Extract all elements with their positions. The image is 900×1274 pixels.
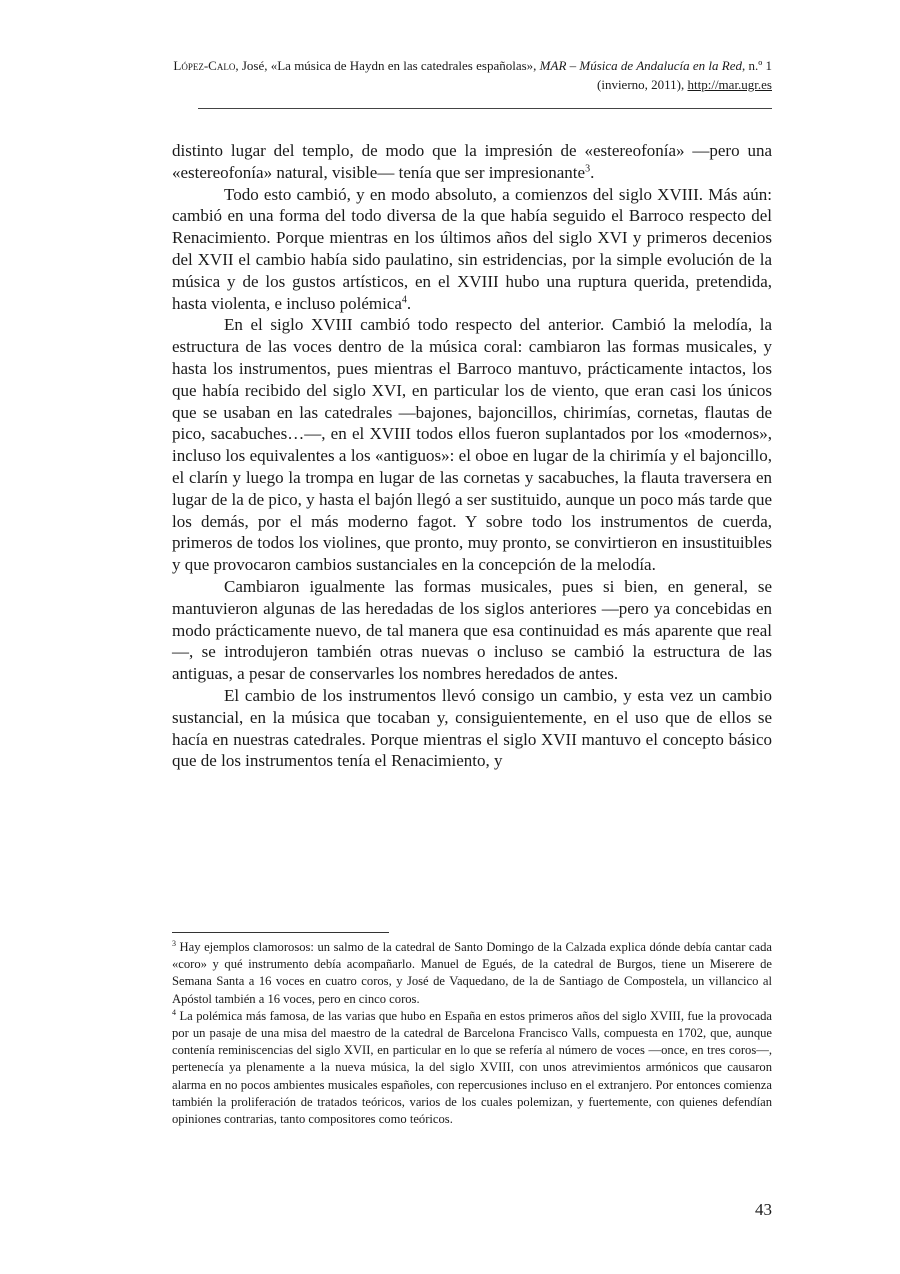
footnote-divider: [172, 932, 389, 933]
header-journal: MAR – Música de Andalucía en la Red: [539, 58, 742, 73]
footnote-3-number: 3: [172, 938, 176, 948]
footnote-3: $^3$ Hay ejemplos clamorosos: un salmo de la catedral de Santo Domingo de la Calzada explica dónde debía cantar cada «coro» y qué instrumento debía acompañarlo. Manuel de Egués, de la catedral de Burgos, tiene un Miserere de Semana Santa a 16 voces en cuatro coros, y José de Vaquedano, de la de Santiago de Compostela, un villancico al Apóstol también a 16 voces, pero en cinco coros.: [172, 938, 772, 1006]
paragraph-1: distinto lugar del templo, de modo que la impresión de «estereofonía» —pero una «estereofonía» natural, visible— tenía que ser impresionante$^3$.: [172, 141, 772, 182]
running-header: [172, 56, 772, 94]
paragraph-2: Todo esto cambió, y en modo absoluto, a comienzos del siglo XVIII. Más aún: cambió en una forma del todo diversa de la que había seguido el Barroco respecto del Renacimiento. Porque mientras en los últimos años del siglo XVI y primeros decenios del XVII el cambio había sido paulatino, sin estridencias, por la simple evolución de la música y de los gustos artísticos, en el XVIII hubo una ruptura querida, pretendida, hasta violenta, e incluso polémica$^4$.: [172, 184, 772, 313]
header-issue: , n.º 1 (invierno, 2011),: [597, 58, 772, 92]
footnotes: [172, 939, 772, 1128]
footnote-4: $^4$ La polémica más famosa, de las varias que hubo en España en estos primeros años del siglo XVIII, fue la provocada por un pasaje de una misa del maestro de la catedral de Barcelona Francisco Valls, compuesta en 1702, que, aunque contenía reminiscencias del siglo XVII, en particular en lo que se refería al número de voces —once, en tres coros—, pertenecía ya plenamente a la nueva música, la del siglo XVIII, con unos atrevimientos armónicos que causaron alarma en no pocos ambientes musicales españoles, con repercusiones incluso en el extranjero. Por entonces comienza también la proliferación de tratados teóricos, varios de los cuales polemizan, y fuertemente, con quienes defendían opiniones contrarias, tanto compositores como teóricos.: [172, 1007, 772, 1127]
paragraph-5: El cambio de los instrumentos llevó consigo un cambio, y esta vez un cambio sustancial, en la música que tocaban y, consiguientemente, en el uso que de ellos se hacía en nuestras catedrales. Porque mientras el siglo XVII mantuvo el concepto básico que de los instrumentos tenía el Renacimiento, y: [172, 685, 772, 771]
paragraph-4: Cambiaron igualmente las formas musicales, pues si bien, en general, se mantuvieron algunas de las heredadas de los siglos anteriores —pero ya concebidas en modo prácticamente nuevo, de tal manera que esa continuidad es más aparente que real—, se introdujeron también otras nuevas o incluso se cambió la estructura de las antiguas, a pesar de conservarles los nombres heredados de antes.: [172, 576, 772, 684]
header-divider: [198, 108, 772, 109]
footnote-ref-4[interactable]: 4: [401, 293, 407, 305]
footnote-ref-3[interactable]: 3: [585, 163, 591, 175]
footnote-4-number: 4: [172, 1007, 176, 1017]
main-text: [172, 140, 772, 772]
header-citation: , José, «La música de Haydn en las catedrales españolas»,: [235, 58, 540, 73]
header-author: López-Calo: [173, 58, 236, 73]
header-url-link[interactable]: http://mar.ugr.es: [687, 77, 772, 92]
page-number: 43: [755, 1200, 772, 1219]
paragraph-3: En el siglo XVIII cambió todo respecto del anterior. Cambió la melodía, la estructura de las voces dentro de la música coral: cambiaron las formas musicales, y hasta los instrumentos, pues mientras el Barroco mantuvo, prácticamente intactos, los que había recibido del siglo XVI, en particular los de viento, que eran casi los únicos que se usaban en las catedrales —bajones, bajoncillos, chirimías, cornetas, flautas de pico, sacabuches…—, en el XVIII todos ellos fueron suplantados por los «modernos», incluso los equivalentes a los «antiguos»: el oboe en lugar de la chirimía y el bajoncillo, el clarín y luego la trompa en lugar de las cornetas y sacabuches, la flauta traversera en lugar de la de pico, y hasta el bajón llegó a ser sustituido, aunque un poco más tarde que los demás, por el más moderno fagot. Y sobre todo los instrumentos de cuerda, primeros de todos los violines, que pronto, muy pronto, se convirtieron en insustituibles y que provocaron cambios sustanciales en la concepción de la melodía.: [172, 315, 772, 575]
